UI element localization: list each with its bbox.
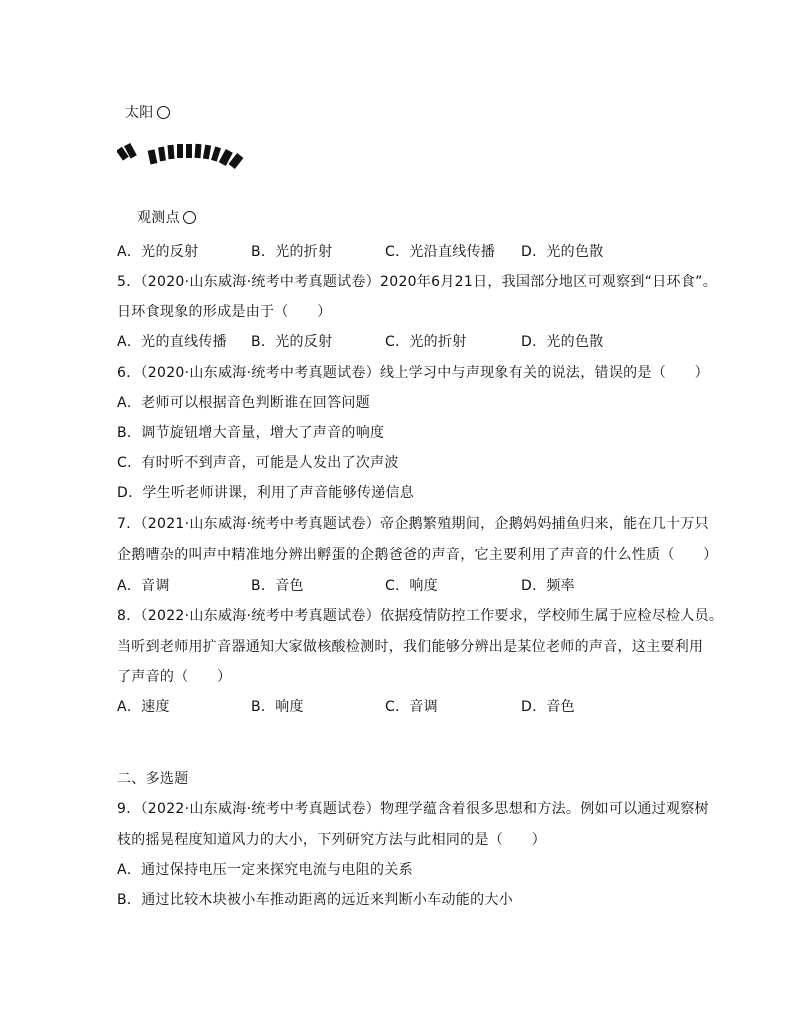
sun-circle-icon — [157, 106, 170, 119]
q7-option-c: C．响度 — [385, 578, 438, 594]
q7-option-a: A．音调 — [117, 578, 170, 594]
q7-option-d: D．频率 — [521, 578, 575, 594]
q8-line-1: 8．（2022·山东威海·统考中考真题试卷）依据疫情防控工作要求，学校师生属于应检尽检人员。 — [117, 608, 724, 624]
observer-label-row — [137, 208, 196, 228]
q6-option-c: C．有时听不到声音，可能是人发出了次声波 — [117, 455, 399, 471]
q8-option-d: D．音色 — [521, 699, 575, 715]
section-title-multiple-choice: 二、多选题 — [117, 771, 189, 787]
q4-option-c: C．光沿直线传播 — [385, 244, 496, 260]
arc-block-4 — [158, 147, 166, 162]
q5-line-2: 日环食现象的形成是由于（ ） — [117, 304, 332, 320]
q8-option-b: B．响度 — [251, 699, 304, 715]
q9-option-b: B．通过比较木块被小车推动距离的远近来判断小车动能的大小 — [117, 892, 514, 908]
q4-option-a: A．光的反射 — [117, 244, 199, 260]
q5-option-d: D．光的色散 — [521, 334, 604, 350]
q7-line-1: 7．（2021·山东威海·统考中考真题试卷）帝企鹅繁殖期间，企鹅妈妈捕鱼归来，能在几十万只 — [117, 516, 709, 532]
arc-block-5 — [168, 145, 175, 159]
observer-circle-icon — [183, 211, 196, 224]
observer-label: 观测点 — [137, 210, 180, 226]
q6-option-d: D．学生听老师讲课，利用了声音能够传递信息 — [117, 485, 415, 501]
q9-line-1: 9．（2022·山东威海·统考中考真题试卷）物理学蕴含着很多思想和方法。例如可以通过观察树 — [117, 801, 709, 817]
q5-option-a: A．光的直线传播 — [117, 334, 227, 350]
q9-option-a: A．通过保持电压一定来探究电流与电阻的关系 — [117, 862, 413, 878]
q8-option-c: C．音调 — [385, 699, 438, 715]
q6-option-b: B．调节旋钮增大音量，增大了声音的响度 — [117, 425, 385, 441]
arc-block-9 — [203, 145, 211, 160]
arc-block-3 — [148, 149, 158, 164]
q8-option-a: A．速度 — [117, 699, 170, 715]
q4-option-d: D．光的色散 — [521, 244, 604, 260]
q6-option-a: A．老师可以根据音色判断谁在回答问题 — [117, 395, 370, 411]
q4-option-b: B．光的折射 — [251, 244, 333, 260]
q6-line-1: 6．（2020·山东威海·统考中考真题试卷）线上学习中与声现象有关的说法，错误的是（ ） — [117, 365, 709, 381]
q9-line-2: 枝的摇晃程度知道风力的大小，下列研究方法与此相同的是（ ） — [117, 832, 546, 848]
sun-label: 太阳 — [125, 105, 154, 121]
moon-arc-figure — [117, 138, 257, 178]
q7-option-b: B．音色 — [251, 578, 304, 594]
q7-line-2: 企鹅嘈杂的叫声中精准地分辨出孵蛋的企鹅爸爸的声音，它主要利用了声音的什么性质（ ） — [117, 547, 718, 563]
arc-block-10 — [211, 146, 221, 161]
arc-block-7 — [186, 144, 192, 158]
q8-line-2: 当听到老师用扩音器通知大家做核酸检测时，我们能够分辨出是某位老师的声音，这主要利用 — [117, 639, 704, 655]
q5-option-b: B．光的反射 — [251, 334, 333, 350]
q8-line-3: 了声音的（ ） — [117, 669, 232, 685]
arc-block-6 — [177, 144, 183, 158]
sun-label-row — [125, 103, 170, 123]
q5-option-c: C．光的折射 — [385, 334, 467, 350]
arc-block-8 — [195, 144, 202, 158]
q5-line-1: 5．（2020·山东威海·统考中考真题试卷）2020年6月21日，我国部分地区可观察到“日环食”。 — [117, 274, 717, 290]
